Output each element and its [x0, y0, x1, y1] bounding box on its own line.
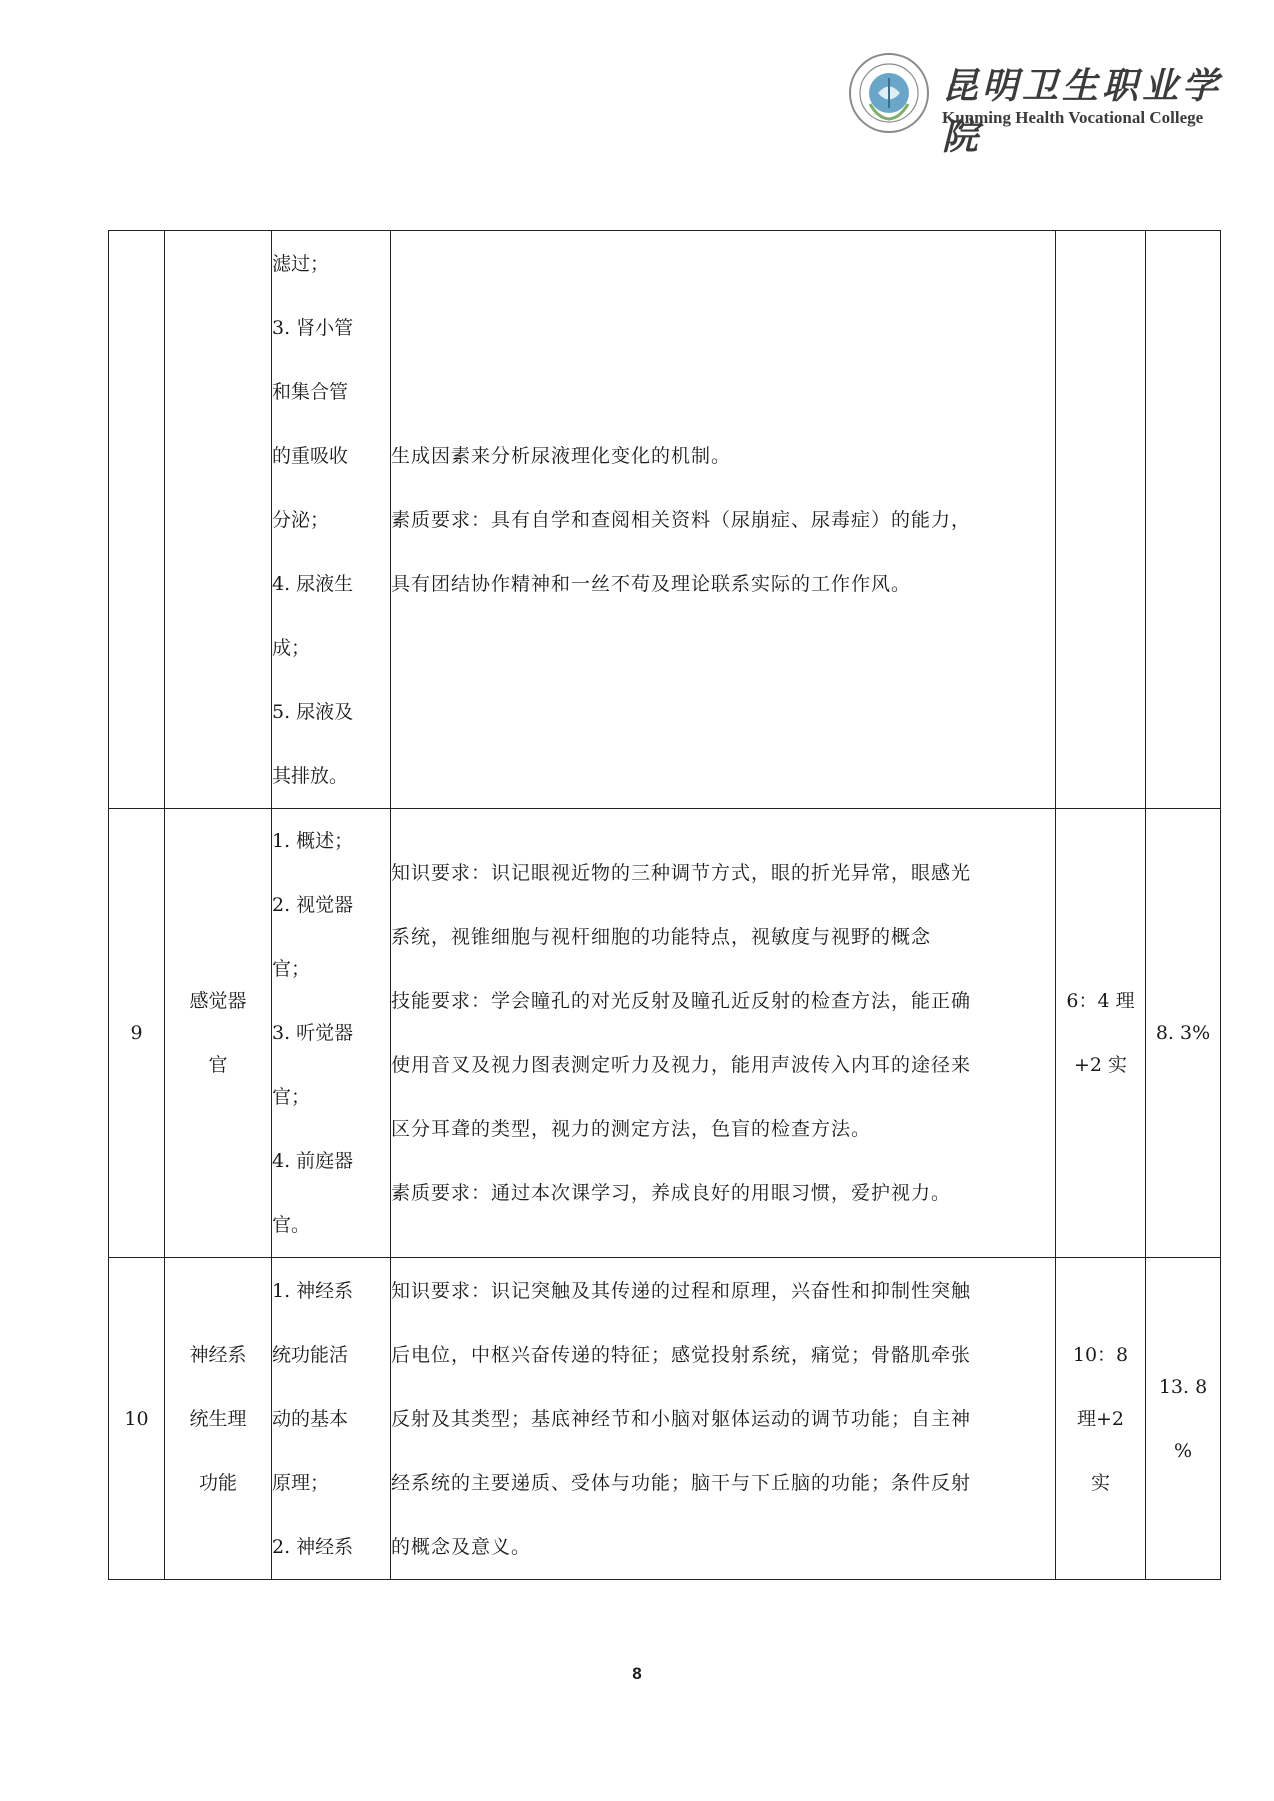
cell-text-line: 4. 前庭器: [272, 1150, 354, 1172]
cell-text-line: 统功能活: [272, 1343, 349, 1366]
cell-text-line: 成；: [272, 636, 311, 659]
cell-text-line: 13. 8: [1158, 1375, 1208, 1398]
cell-text-line: 统生理: [189, 1407, 247, 1430]
teaching-content-cell: [272, 809, 391, 1258]
row-number-cell: [109, 231, 165, 809]
cell-text-line: 官；: [272, 958, 311, 980]
cell-text-line: 系统，视锥细胞与视杆细胞的功能特点，视敏度与视野的概念: [391, 926, 932, 948]
cell-text-line: 经系统的主要递质、受体与功能；脑干与下丘脑的功能；条件反射: [391, 1471, 972, 1494]
requirements-cell: [391, 231, 1056, 809]
table-row: [109, 1258, 1221, 1580]
percentage-cell: [1146, 231, 1221, 809]
cell-text-line: 具有团结协作精神和一丝不苟及理论联系实际的工作作风。: [391, 572, 912, 595]
topic-name-cell: [165, 231, 272, 809]
page-number: 8: [632, 1664, 642, 1683]
course-content-table: [108, 230, 1221, 1580]
cell-text-line: 其排放。: [272, 764, 349, 787]
cell-text-line: 2. 视觉器: [272, 894, 354, 916]
table-row: [109, 231, 1221, 809]
cell-text-line: 分泌；: [272, 508, 330, 531]
row-number-cell: [109, 809, 165, 1258]
cell-text-line: 理+2: [1076, 1407, 1124, 1430]
cell-text-line: 神经系: [189, 1343, 247, 1366]
cell-text-line: 3. 听觉器: [272, 1022, 354, 1044]
cell-text-line: 6：4 理: [1066, 990, 1135, 1012]
cell-text-line: 2. 神经系: [272, 1535, 354, 1558]
teaching-content-cell: [272, 231, 391, 809]
college-name-en: Kunming Health Vocational College: [942, 108, 1204, 127]
cell-text-line: 的重吸收: [272, 444, 349, 467]
row-number: 10: [124, 1407, 149, 1430]
cell-text-line: 5. 尿液及: [272, 700, 354, 723]
table-row: [109, 809, 1221, 1258]
cell-text-line: 10：8: [1072, 1343, 1129, 1366]
college-logo: [848, 50, 1228, 158]
cell-text-line: 的概念及意义。: [391, 1535, 532, 1558]
cell-text-line: 后电位，中枢兴奋传递的特征；感觉投射系统，痛觉；骨骼肌牵张: [391, 1343, 972, 1366]
percentage-cell: [1146, 809, 1221, 1258]
cell-text-line: 知识要求：识记突触及其传递的过程和原理，兴奋性和抑制性突触: [391, 1279, 972, 1302]
cell-text-line: 4. 尿液生: [272, 572, 354, 595]
hours-cell: [1056, 231, 1146, 809]
topic-name-cell: [165, 1258, 272, 1580]
cell-text-line: 实: [1090, 1471, 1110, 1494]
teaching-content-cell: [272, 1258, 391, 1580]
cell-text-line: 3. 肾小管: [272, 316, 354, 339]
hours-cell: [1056, 809, 1146, 1258]
cell-text-line: 动的基本: [272, 1407, 349, 1430]
cell-text-line: %: [1173, 1439, 1193, 1462]
cell-text-line: 使用音叉及视力图表测定听力及视力，能用声波传入内耳的途径来: [391, 1054, 972, 1076]
cell-text-line: 生成因素来分析尿液理化变化的机制。: [391, 444, 732, 467]
cell-text-line: 区分耳聋的类型，视力的测定方法，色盲的检查方法。: [391, 1118, 872, 1140]
cell-text-line: 原理；: [272, 1471, 330, 1494]
cell-text-line: 反射及其类型；基底神经节和小脑对躯体运动的调节功能；自主神: [391, 1407, 972, 1430]
cell-text-line: 功能: [198, 1471, 237, 1494]
college-name-cn: 昆明卫生职业学院: [942, 65, 1223, 158]
cell-text-line: 官: [208, 1054, 228, 1076]
hours-cell: [1056, 1258, 1146, 1580]
cell-text-line: 和集合管: [272, 380, 349, 403]
cell-text-line: 1. 神经系: [272, 1279, 354, 1302]
cell-text-line: 1. 概述；: [272, 830, 354, 852]
cell-text-line: 滤过；: [272, 252, 330, 275]
cell-text-line: 8. 3%: [1155, 1022, 1211, 1044]
row-number: 9: [130, 1022, 143, 1044]
cell-text-line: 素质要求：具有自学和查阅相关资料（尿崩症、尿毒症）的能力，: [391, 508, 972, 531]
cell-text-line: 官；: [272, 1086, 311, 1108]
requirements-cell: [391, 1258, 1056, 1580]
cell-text-line: +2 实: [1073, 1054, 1128, 1076]
requirements-cell: [391, 809, 1056, 1258]
cell-text-line: 知识要求：识记眼视近物的三种调节方式，眼的折光异常，眼感光: [391, 862, 972, 884]
cell-text-line: 官。: [272, 1214, 311, 1236]
cell-text-line: 素质要求：通过本次课学习，养成良好的用眼习惯，爱护视力。: [391, 1182, 952, 1204]
topic-name-cell: [165, 809, 272, 1258]
row-number-cell: [109, 1258, 165, 1580]
college-seal-icon: [848, 52, 930, 134]
cell-text-line: 技能要求：学会瞳孔的对光反射及瞳孔近反射的检查方法，能正确: [391, 990, 972, 1012]
cell-text-line: 感觉器: [189, 990, 247, 1012]
percentage-cell: [1146, 1258, 1221, 1580]
